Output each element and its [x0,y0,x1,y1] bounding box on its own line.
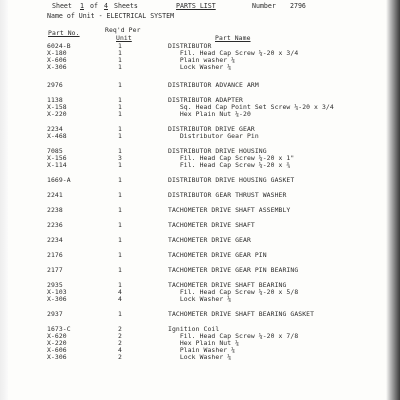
scan-edge-left [0,0,8,400]
quantity-cell: 1 [118,266,122,274]
quantity-cell: 2 [118,353,122,361]
part-name-cell: TACHOMETER DRIVE SHAFT BEARING [168,281,287,289]
part-number-cell: 2236 [47,221,63,229]
quantity-cell: 1 [118,81,122,89]
part-name-cell: TACHOMETER DRIVE GEAR [168,236,251,244]
quantity-cell: 2 [118,325,122,333]
number-value: 2796 [290,2,306,10]
part-name-cell: Hex Plain Nut ¼ [168,339,240,347]
part-number-cell: 1673-C [47,325,71,333]
quantity-cell: 1 [118,56,122,64]
sheets-label: Sheets [114,2,138,10]
part-name-cell: TACHOMETER DRIVE SHAFT [168,221,255,229]
scan-edge-right [386,0,400,400]
number-label: Number [252,2,276,10]
column-header-part-name: Part Name [215,34,251,42]
part-name-cell: Plain washer ¼ [168,56,236,64]
quantity-cell: 1 [118,132,122,140]
part-number-cell: 6024-B [47,42,71,50]
quantity-cell: 1 [118,236,122,244]
quantity-cell: 1 [118,49,122,57]
part-number-cell: 2937 [47,310,63,318]
document-title: PARTS LIST [176,2,216,10]
part-name-cell: DISTRIBUTOR DRIVE GEAR [168,125,255,133]
part-number-cell: X-306 [47,353,67,361]
part-number-cell: X-306 [47,63,67,71]
part-number-cell: X-468 [47,132,67,140]
sheet-label: Sheet [52,2,72,10]
part-name-cell: DISTRIBUTOR ADAPTER [168,96,244,104]
part-number-cell: X-158 [47,103,67,111]
part-name-cell: Lock Washer ¼ [168,295,232,303]
quantity-cell: 2 [118,332,122,340]
quantity-cell: 4 [118,346,122,354]
quantity-cell: 1 [118,147,122,155]
part-name-cell: DISTRIBUTOR ADVANCE ARM [168,81,259,89]
quantity-cell: 1 [118,103,122,111]
part-name-cell: Ignition Coil [168,325,220,333]
part-name-cell: TACHOMETER DRIVE GEAR PIN BEARING [168,266,299,274]
part-name-cell: TACHOMETER DRIVE SHAFT BEARING GASKET [168,310,315,318]
part-number-cell: 2241 [47,191,63,199]
part-number-cell: 2238 [47,206,63,214]
of-label: of [90,2,98,10]
quantity-cell: 1 [118,191,122,199]
part-number-cell: X-606 [47,346,67,354]
part-number-cell: 2176 [47,251,63,259]
part-name-cell: Plain Washer ¼ [168,346,236,354]
part-name-cell: TACHOMETER DRIVE SHAFT ASSEMBLY [168,206,291,214]
part-number-cell: 2935 [47,281,63,289]
part-name-cell: DISTRIBUTOR DRIVE HOUSING GASKET [168,176,295,184]
quantity-cell: 1 [118,96,122,104]
part-number-cell: X-103 [47,288,67,296]
quantity-cell: 4 [118,288,122,296]
part-name-cell: Distributor Gear Pin [168,132,259,140]
part-number-cell: X-220 [47,110,67,118]
part-name-cell: Lock Washer ¼ [168,353,232,361]
quantity-cell: 1 [118,281,122,289]
part-name-cell: Fil. Head Cap Screw ¼-20 x ¾ [168,161,291,169]
part-name-cell: DISTRIBUTOR [168,42,212,50]
part-number-cell: X-156 [47,154,67,162]
part-number-cell: 2234 [47,125,63,133]
part-number-cell: X-620 [47,332,67,340]
part-name-cell: Fil. Head Cap Screw ¼-20 x 3/4 [168,49,299,57]
sheet-count: 4 [104,2,108,10]
part-number-cell: X-114 [47,161,67,169]
quantity-cell: 3 [118,154,122,162]
part-name-cell: DISTRIBUTOR DRIVE HOUSING [168,147,267,155]
quantity-cell: 1 [118,63,122,71]
part-name-cell: Fil. Head Cap Screw ¼-20 x 5/8 [168,288,299,296]
quantity-cell: 1 [118,110,122,118]
quantity-cell: 1 [118,221,122,229]
part-name-cell: TACHOMETER DRIVE GEAR PIN [168,251,267,259]
part-name-cell: Lock Washer ¼ [168,63,232,71]
part-name-cell: Sq. Head Cap Point Set Screw ¼-20 x 3/4 [168,103,334,111]
part-number-cell: 2177 [47,266,63,274]
quantity-cell: 1 [118,42,122,50]
part-number-cell: 2234 [47,236,63,244]
part-number-cell: 7085 [47,147,63,155]
part-name-cell: Fil. Head Cap Screw ¼-20 x 7/8 [168,332,299,340]
sheet-number: 1 [80,2,84,10]
part-name-cell: DISTRIBUTOR GEAR THRUST WASHER [168,191,287,199]
quantity-cell: 1 [118,251,122,259]
quantity-cell: 1 [118,310,122,318]
part-number-cell: X-306 [47,295,67,303]
part-number-cell: X-180 [47,49,67,57]
quantity-cell: 1 [118,125,122,133]
column-header-required-line1: Req'd Per [105,26,141,34]
quantity-cell: 1 [118,176,122,184]
quantity-cell: 1 [118,206,122,214]
part-number-cell: 2976 [47,81,63,89]
part-number-cell: 1669-A [47,176,71,184]
unit-name-line: Name of Unit - ELECTRICAL SYSTEM [47,12,175,20]
part-name-cell: Fil. Head Cap Screw ¼-20 x 1" [168,154,295,162]
column-header-required-line2: Unit [116,34,132,42]
quantity-cell: 2 [118,339,122,347]
column-header-part-no: Part No. [48,29,80,37]
quantity-cell: 4 [118,295,122,303]
part-name-cell: Hex Plain Nut ¼-20 [168,110,251,118]
part-number-cell: 1138 [47,96,63,104]
part-number-cell: X-606 [47,56,67,64]
quantity-cell: 1 [118,161,122,169]
part-number-cell: X-220 [47,339,67,347]
